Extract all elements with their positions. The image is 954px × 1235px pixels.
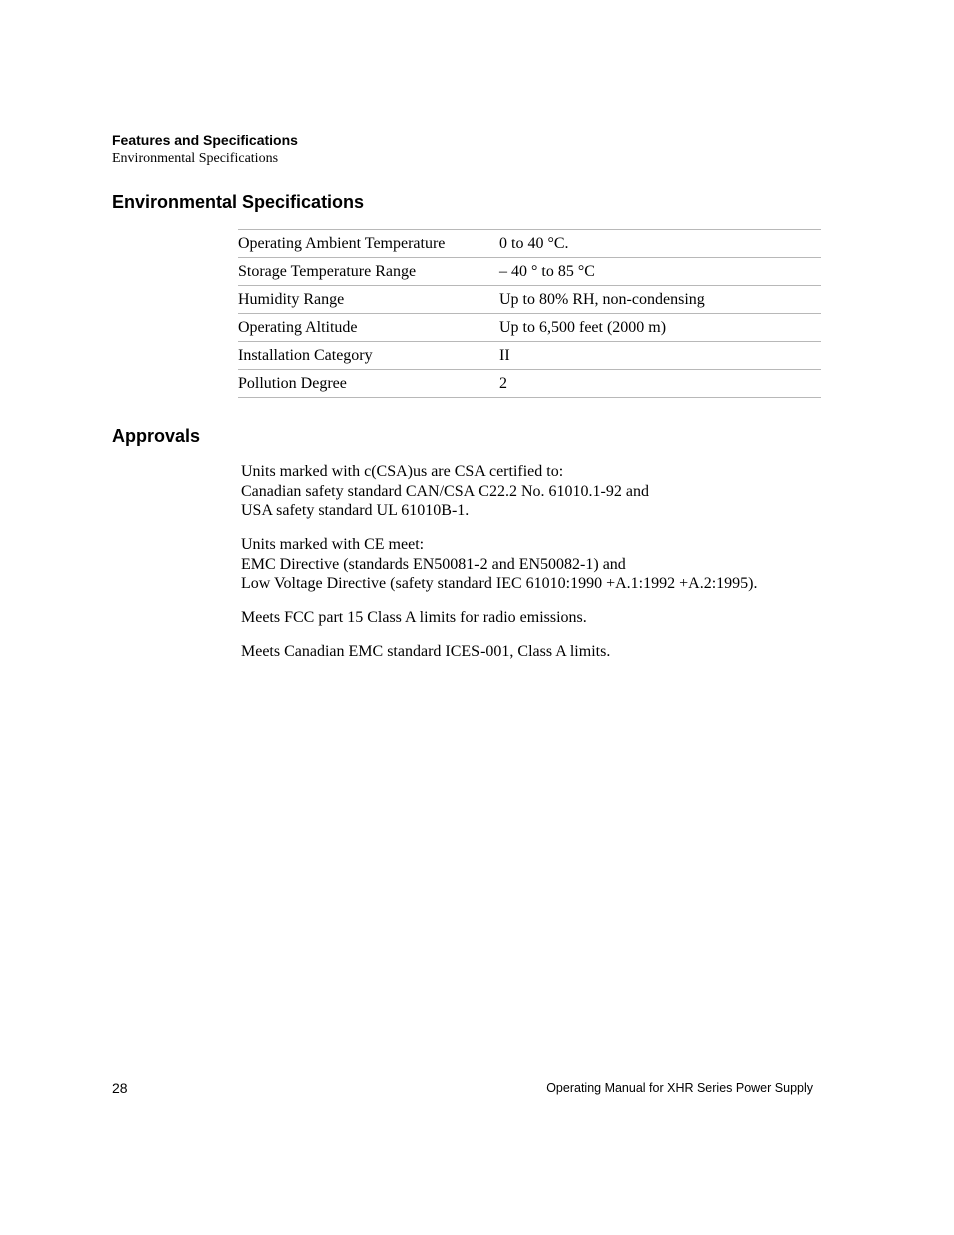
approval-line: Meets Canadian EMC standard ICES-001, Class A limits. bbox=[241, 643, 611, 660]
spec-label: Installation Category bbox=[238, 342, 499, 370]
page-number: 28 bbox=[112, 1080, 128, 1096]
table-row bbox=[238, 258, 821, 286]
spec-value: 2 bbox=[499, 370, 821, 398]
approvals-body bbox=[241, 462, 841, 676]
table-row bbox=[238, 342, 821, 370]
table-row bbox=[238, 370, 821, 398]
spec-label: Storage Temperature Range bbox=[238, 258, 499, 286]
approval-line: Canadian safety standard CAN/CSA C22.2 No. 61010.1-92 and bbox=[241, 482, 649, 500]
spec-value: II bbox=[499, 342, 821, 370]
spec-label: Pollution Degree bbox=[238, 370, 499, 398]
approval-line: Meets FCC part 15 Class A limits for radio emissions. bbox=[241, 609, 587, 626]
spec-value: 0 to 40 °C. bbox=[499, 230, 821, 258]
spec-label: Humidity Range bbox=[238, 286, 499, 314]
spec-value: Up to 80% RH, non-condensing bbox=[499, 286, 821, 314]
spec-value: – 40 ° to 85 °C bbox=[499, 258, 821, 286]
approval-line: Low Voltage Directive (safety standard IEC 61010:1990 +A.1:1992 +A.2:1995). bbox=[241, 575, 758, 592]
approval-line: Units marked with c(CSA)us are CSA certified to: bbox=[241, 463, 564, 480]
spec-value: Up to 6,500 feet (2000 m) bbox=[499, 314, 821, 342]
table-row bbox=[238, 314, 821, 342]
spec-label: Operating Altitude bbox=[238, 314, 499, 342]
approval-line: USA safety standard UL 61010B-1. bbox=[241, 502, 470, 519]
running-head-chapter: Features and Specifications bbox=[112, 132, 298, 148]
approvals-heading: Approvals bbox=[112, 426, 201, 446]
environmental-specifications-table bbox=[238, 229, 821, 398]
environmental-specifications-heading: Environmental Specifications bbox=[112, 192, 365, 212]
spec-label: Operating Ambient Temperature bbox=[238, 230, 499, 258]
approval-line: Units marked with CE meet: bbox=[241, 536, 425, 553]
approval-paragraph-ce bbox=[241, 535, 841, 594]
approval-paragraph-fcc bbox=[241, 608, 841, 628]
approval-line: EMC Directive (standards EN50081-2 and EN50082-1) and bbox=[241, 555, 626, 573]
running-head-section: Environmental Specifications bbox=[112, 151, 279, 166]
table-row bbox=[238, 286, 821, 314]
approval-paragraph-ices bbox=[241, 642, 841, 662]
approval-paragraph-csa bbox=[241, 462, 841, 521]
manual-title: Operating Manual for XHR Series Power Supply bbox=[546, 1081, 813, 1095]
table-row bbox=[238, 230, 821, 258]
